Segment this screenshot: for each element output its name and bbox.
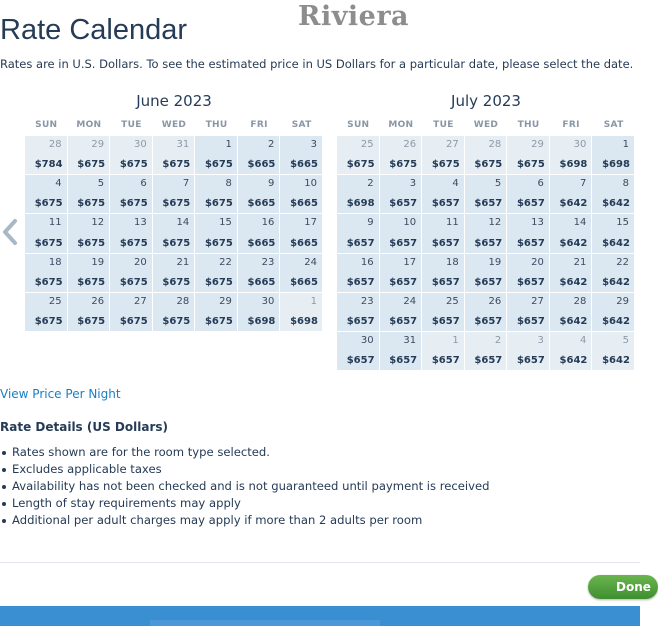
calendar-day-cell[interactable] [195, 254, 237, 292]
day-price: $642 [602, 355, 630, 367]
calendar-day-cell[interactable] [195, 175, 237, 213]
calendar-day-cell[interactable] [507, 254, 549, 292]
day-number: 7 [580, 178, 587, 190]
done-button[interactable]: Done [588, 575, 658, 599]
day-number: 29 [91, 139, 105, 150]
day-number: 19 [91, 256, 105, 268]
day-price: $657 [516, 315, 545, 327]
calendar-day-cell[interactable] [337, 175, 379, 213]
day-number: 16 [261, 217, 275, 229]
day-price: $675 [34, 276, 63, 288]
day-number: 14 [573, 217, 587, 229]
day-price: $642 [559, 315, 588, 327]
day-price: $657 [431, 237, 460, 249]
day-price: $675 [119, 315, 148, 327]
day-price: $642 [602, 237, 630, 249]
day-price: $675 [204, 276, 233, 288]
calendar-day-cell[interactable] [465, 332, 507, 370]
day-number: 27 [445, 139, 459, 150]
day-number: 16 [360, 256, 374, 268]
calendar-day-cell[interactable] [25, 136, 67, 174]
day-price: $657 [474, 276, 503, 288]
day-number: 27 [133, 295, 147, 307]
calendar-day-cell[interactable] [465, 136, 507, 174]
day-price: $642 [559, 276, 588, 288]
weekday-label: SAT [291, 120, 312, 130]
day-number: 21 [176, 256, 190, 268]
rate-detail-item: Additional per adult charges may apply if more than 2 adults per room [0, 512, 489, 529]
day-number: 27 [531, 295, 544, 307]
calendar-day-cell[interactable] [110, 293, 152, 331]
intro-text: Rates are in U.S. Dollars. To see the estimated price in US Dollars for a particular date, please select the date. [0, 57, 634, 71]
day-number: 26 [403, 139, 417, 150]
day-price: $698 [290, 315, 318, 327]
calendar-day-cell[interactable] [337, 136, 379, 174]
day-price: $665 [247, 198, 276, 210]
day-price: $675 [162, 315, 191, 327]
day-number: 9 [367, 217, 374, 229]
calendar-day-cell[interactable] [280, 175, 322, 213]
day-number: 25 [48, 295, 62, 307]
calendar-day-cell[interactable] [238, 175, 280, 213]
day-price: $657 [346, 276, 375, 288]
calendar-day-cell[interactable] [110, 136, 152, 174]
day-number: 30 [261, 295, 275, 307]
day-number: 2 [367, 178, 374, 190]
day-price: $657 [474, 237, 503, 249]
day-number: 11 [445, 217, 459, 229]
calendar-day-cell[interactable] [280, 293, 322, 331]
day-number: 1 [225, 139, 232, 150]
weekday-header [337, 118, 635, 136]
day-price: $784 [34, 159, 63, 171]
footer-bar [0, 606, 640, 626]
calendar-day-cell[interactable] [507, 175, 549, 213]
day-price: $675 [77, 237, 106, 249]
calendar-day-cell[interactable] [550, 175, 592, 213]
day-number: 29 [219, 295, 232, 307]
day-number: 20 [531, 256, 544, 268]
calendar-day-cell[interactable] [153, 136, 195, 174]
calendar-day-cell[interactable] [550, 332, 592, 370]
footer-divider [0, 562, 640, 563]
day-number: 21 [573, 256, 587, 268]
calendar-day-cell[interactable] [110, 214, 152, 252]
day-number: 15 [616, 217, 629, 229]
calendar-day-cell[interactable] [550, 254, 592, 292]
day-number: 4 [452, 178, 459, 190]
day-number: 12 [91, 217, 105, 229]
rate-detail-item: Excludes applicable taxes [0, 461, 489, 478]
day-price: $657 [389, 237, 418, 249]
weekday-label: THU [517, 120, 540, 130]
day-number: 19 [488, 256, 502, 268]
day-number: 4 [580, 334, 587, 346]
day-price: $657 [431, 276, 460, 288]
weekday-label: FRI [562, 120, 580, 130]
weekday-label: SUN [35, 120, 58, 130]
day-number: 4 [55, 178, 62, 190]
day-number: 22 [219, 256, 232, 268]
day-number: 5 [622, 334, 629, 346]
calendar-day-cell[interactable] [592, 254, 634, 292]
weekday-label: SAT [603, 120, 624, 130]
day-number: 20 [133, 256, 147, 268]
day-price: $675 [204, 159, 233, 171]
calendar-day-cell[interactable] [110, 175, 152, 213]
calendar-june [25, 90, 323, 332]
day-price: $657 [516, 237, 545, 249]
day-price: $642 [602, 315, 630, 327]
day-price: $675 [34, 198, 63, 210]
calendar-day-cell[interactable] [380, 332, 422, 370]
calendar-day-cell[interactable] [380, 214, 422, 252]
day-price: $657 [346, 355, 375, 367]
day-price: $665 [290, 276, 318, 288]
day-price: $657 [389, 355, 418, 367]
day-number: 29 [616, 295, 629, 307]
calendar-day-cell[interactable] [380, 175, 422, 213]
day-price: $665 [247, 237, 276, 249]
calendar-day-cell[interactable] [422, 214, 464, 252]
calendar-day-cell[interactable] [337, 254, 379, 292]
day-price: $657 [346, 315, 375, 327]
day-number: 23 [261, 256, 275, 268]
day-number: 9 [268, 178, 275, 190]
day-number: 6 [537, 178, 544, 190]
day-price: $675 [34, 315, 63, 327]
day-price: $675 [77, 276, 106, 288]
calendar-day-cell[interactable] [25, 175, 67, 213]
day-number: 11 [48, 217, 62, 229]
weekday-label: SUN [347, 120, 370, 130]
calendar-day-cell[interactable] [195, 293, 237, 331]
calendar-day-cell[interactable] [592, 136, 634, 174]
day-grid [337, 136, 635, 371]
weekday-label: THU [205, 120, 228, 130]
calendar-day-cell[interactable] [280, 214, 322, 252]
calendar-day-cell[interactable] [422, 332, 464, 370]
day-number: 24 [403, 295, 417, 307]
calendar-day-cell[interactable] [592, 175, 634, 213]
day-price: $675 [119, 198, 148, 210]
day-number: 17 [304, 217, 317, 229]
calendar-day-cell[interactable] [507, 136, 549, 174]
day-number: 28 [488, 139, 502, 150]
day-number: 1 [452, 334, 459, 346]
day-price: $642 [602, 198, 630, 210]
day-number: 2 [268, 139, 275, 150]
weekday-label: MON [388, 120, 414, 130]
calendar-day-cell[interactable] [550, 293, 592, 331]
day-number: 12 [488, 217, 502, 229]
day-number: 1 [622, 139, 629, 150]
calendar-day-cell[interactable] [238, 136, 280, 174]
day-price: $675 [204, 198, 233, 210]
day-price: $675 [204, 315, 233, 327]
day-number: 8 [225, 178, 232, 190]
month-title: June 2023 [136, 92, 212, 110]
day-price: $657 [389, 198, 418, 210]
day-number: 26 [91, 295, 105, 307]
rate-details-title: Rate Details (US Dollars) [0, 420, 168, 434]
rate-detail-item: Availability has not been checked and is not guaranteed until payment is received [0, 478, 489, 495]
calendar-day-cell[interactable] [422, 136, 464, 174]
calendar-day-cell[interactable] [68, 254, 110, 292]
day-number: 13 [133, 217, 147, 229]
calendar-day-cell[interactable] [507, 293, 549, 331]
calendar-day-cell[interactable] [507, 214, 549, 252]
day-price: $657 [474, 315, 503, 327]
day-price: $657 [431, 315, 460, 327]
calendar-day-cell[interactable] [238, 214, 280, 252]
day-number: 31 [176, 139, 190, 150]
day-number: 28 [573, 295, 587, 307]
calendar-day-cell[interactable] [25, 293, 67, 331]
rate-details-list [0, 444, 489, 529]
day-price: $675 [204, 237, 233, 249]
calendar-day-cell[interactable] [195, 214, 237, 252]
day-price: $665 [247, 159, 276, 171]
day-price: $675 [77, 315, 106, 327]
day-price: $657 [516, 276, 545, 288]
day-price: $675 [516, 159, 545, 171]
day-number: 7 [182, 178, 190, 190]
calendar-day-cell[interactable] [337, 293, 379, 331]
calendar-day-cell[interactable] [68, 293, 110, 331]
day-price: $657 [389, 276, 418, 288]
calendar-day-cell[interactable] [422, 254, 464, 292]
day-price: $675 [119, 159, 148, 171]
weekday-label: MON [76, 120, 102, 130]
day-number: 14 [176, 217, 190, 229]
day-price: $657 [474, 355, 503, 367]
day-price: $698 [559, 159, 588, 171]
day-number: 15 [219, 217, 232, 229]
day-price: $675 [162, 276, 191, 288]
calendar-day-cell[interactable] [153, 293, 195, 331]
calendar-day-cell[interactable] [422, 293, 464, 331]
calendar-day-cell[interactable] [25, 214, 67, 252]
day-number: 18 [48, 256, 62, 268]
day-price: $665 [247, 276, 276, 288]
calendar-day-cell[interactable] [238, 293, 280, 331]
calendar-day-cell[interactable] [592, 332, 634, 370]
day-price: $642 [559, 237, 588, 249]
day-number: 28 [176, 295, 190, 307]
calendar-day-cell[interactable] [337, 332, 379, 370]
month-title: July 2023 [451, 92, 521, 110]
calendar-day-cell[interactable] [238, 254, 280, 292]
calendar-day-cell[interactable] [550, 136, 592, 174]
day-number: 10 [403, 217, 417, 229]
day-number: 25 [360, 139, 374, 150]
weekday-label: TUE [433, 120, 454, 130]
day-price: $657 [431, 198, 460, 210]
day-number: 6 [140, 178, 147, 190]
chevron-left-icon[interactable] [0, 217, 20, 247]
day-number: 3 [409, 178, 417, 190]
day-number: 3 [310, 139, 317, 150]
day-number: 25 [445, 295, 459, 307]
day-price: $665 [290, 198, 318, 210]
day-number: 5 [97, 178, 105, 190]
day-number: 26 [488, 295, 502, 307]
weekday-label: WED [473, 120, 499, 130]
calendar-day-cell[interactable] [195, 136, 237, 174]
day-number: 17 [403, 256, 417, 268]
calendar-day-cell[interactable] [380, 136, 422, 174]
day-price: $675 [474, 159, 503, 171]
day-number: 2 [494, 334, 502, 346]
day-price: $675 [77, 159, 106, 171]
day-price: $675 [431, 159, 460, 171]
weekday-header [25, 118, 323, 136]
calendar-day-cell[interactable] [550, 214, 592, 252]
day-price: $657 [474, 198, 503, 210]
calendar-day-cell[interactable] [465, 254, 507, 292]
calendar-day-cell[interactable] [507, 332, 549, 370]
calendar-july [337, 90, 635, 371]
calendar-day-cell[interactable] [380, 293, 422, 331]
day-number: 10 [304, 178, 317, 190]
day-price: $665 [290, 237, 318, 249]
day-price: $675 [119, 237, 148, 249]
day-number: 30 [360, 334, 374, 346]
day-price: $642 [559, 198, 588, 210]
day-number: 18 [445, 256, 459, 268]
day-price: $698 [602, 159, 630, 171]
calendar-day-cell[interactable] [592, 293, 634, 331]
day-price: $675 [162, 198, 191, 210]
day-number: 5 [494, 178, 502, 190]
rate-detail-item: Rates shown are for the room type selected. [0, 444, 489, 461]
footer-faint-strip [150, 620, 380, 626]
calendar-day-cell[interactable] [465, 214, 507, 252]
day-price: $675 [389, 159, 418, 171]
rate-detail-item: Length of stay requirements may apply [0, 495, 489, 512]
day-price: $642 [559, 355, 588, 367]
day-number: 8 [622, 178, 629, 190]
day-price: $657 [516, 198, 545, 210]
brand-logo: Riviera [298, 1, 410, 32]
weekday-label: FRI [250, 120, 268, 130]
day-price: $657 [346, 237, 375, 249]
calendar-day-cell[interactable] [153, 175, 195, 213]
day-number: 13 [531, 217, 544, 229]
day-price: $657 [389, 315, 418, 327]
calendar-day-cell[interactable] [337, 214, 379, 252]
day-price: $675 [162, 159, 191, 171]
day-price: $675 [34, 237, 63, 249]
calendar-day-cell[interactable] [68, 136, 110, 174]
day-price: $665 [290, 159, 318, 171]
day-number: 23 [360, 295, 374, 307]
calendar-day-cell[interactable] [592, 214, 634, 252]
day-price: $657 [516, 355, 545, 367]
weekday-label: TUE [121, 120, 142, 130]
view-price-per-night-link[interactable]: View Price Per Night [0, 387, 121, 401]
calendar-day-cell[interactable] [465, 175, 507, 213]
calendar-day-cell[interactable] [68, 175, 110, 213]
day-number: 1 [310, 295, 317, 307]
calendar-day-cell[interactable] [380, 254, 422, 292]
calendar-day-cell[interactable] [110, 254, 152, 292]
day-number: 3 [537, 334, 544, 346]
calendar-day-cell[interactable] [280, 254, 322, 292]
page-title: Rate Calendar [0, 14, 187, 46]
calendar-day-cell[interactable] [422, 175, 464, 213]
day-price: $642 [602, 276, 630, 288]
weekday-label: WED [161, 120, 187, 130]
day-price: $675 [77, 198, 106, 210]
day-price: $675 [119, 276, 148, 288]
day-price: $698 [346, 198, 375, 210]
calendar-day-cell[interactable] [68, 214, 110, 252]
day-number: 30 [573, 139, 587, 150]
day-price: $675 [162, 237, 191, 249]
day-price: $698 [247, 315, 276, 327]
day-number: 28 [48, 139, 62, 150]
calendar-day-cell[interactable] [25, 254, 67, 292]
day-number: 22 [616, 256, 629, 268]
calendar-day-cell[interactable] [153, 214, 195, 252]
calendar-day-cell[interactable] [465, 293, 507, 331]
day-number: 29 [531, 139, 544, 150]
day-price: $657 [431, 355, 460, 367]
day-number: 31 [403, 334, 417, 346]
calendar-day-cell[interactable] [153, 254, 195, 292]
day-grid [25, 136, 323, 332]
day-price: $675 [346, 159, 375, 171]
day-number: 30 [133, 139, 147, 150]
calendar-day-cell[interactable] [280, 136, 322, 174]
day-number: 24 [304, 256, 317, 268]
